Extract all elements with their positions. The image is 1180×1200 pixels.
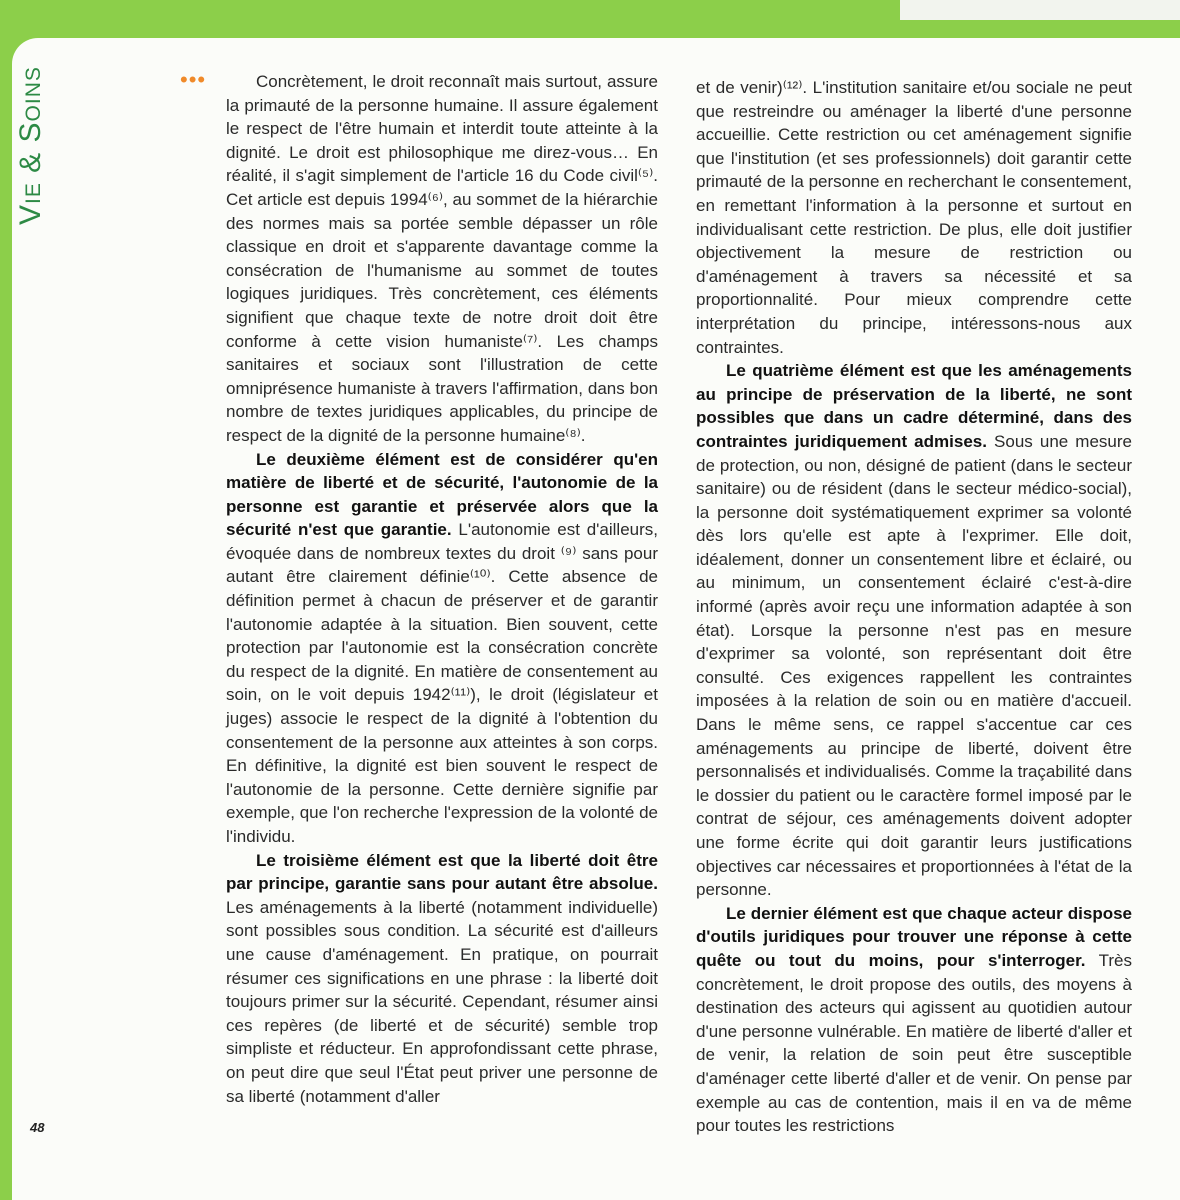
paragraph-3 <box>226 849 658 1109</box>
paragraph-1 <box>226 70 658 448</box>
right-text-column <box>696 76 1132 1138</box>
paragraph-6 <box>696 902 1132 1138</box>
paragraph-4 <box>696 76 1132 359</box>
paragraph-6-lead: Le dernier élément est que chaque acteur dispose d'outils juridiques pour trouver une réponse à cette quête ou tout du moins, pour s'interroger. <box>696 903 1132 970</box>
top-right-margin <box>900 0 1180 20</box>
paragraph-2-lead: Le deuxième élément est de considérer qu'en matière de liberté et de sécurité, l'autonomie de la personne est garantie et préservée alors que la sécurité n'est que garantie. <box>226 449 658 540</box>
paragraph-5-body: Sous une mesure de protection, ou non, désigné de patient (dans le secteur sanitaire) ou de résident (dans le secteur médico-social), la personne doit systématiquement exprimer sa volonté dès lors qu'elle est apte à l'exprimer. Elle doit, idéalement, donner un consentement libre et éclairé, ou au minimum, un consentement éclairé c'est-à-dire informé (après avoir reçu une information adaptée à son état). Lorsque la personne n'est pas en mesure d'exprimer sa volonté, son représentant doit être consulté. Ces exigences rappellent les contraintes imposées à la relation de soin ou en matière d'accueil. Dans le même sens, ce rappel s'accentue car ces aménagements au principe de liberté, doivent être personnalisés et individualisés. Comme la traçabilité dans le dossier du patient ou le caractère formel imposé par le contrat de séjour, ces aménagements doivent adopter une forme écrite qui doit garantir leurs justifications objectives car nécessaires et proportionnées à l'état de la personne. <box>696 431 1132 900</box>
section-side-title: Vie & Soins <box>14 66 47 225</box>
paragraph-5-lead: Le quatrième élément est que les aménagements au principe de préservation de la liberté, ne sont possibles que dans un cadre déterminé, dans des contraintes juridiquement admises. <box>696 361 1132 451</box>
paragraph-4-body: et de venir)⁽¹²⁾. L'institution sanitaire et/ou sociale ne peut que restreindre ou aménager la liberté d'une personne accueillie. Cette restriction ou cet aménagement signifie que l'institution (et ses professionnels) doit garantir cette primauté de la personne en recherchant le consentement, en remettant l'information à la personne et surtout en individualisant cette restriction. De plus, elle doit justifier objectivement la mesure de restriction ou d'aménagement à travers sa nécessité et sa proportionnalité. Pour mieux comprendre cette interprétation du principe, intéressons-nous aux contraintes. <box>696 78 1132 357</box>
orange-dots-ornament: ••• <box>180 67 207 92</box>
paragraph-6-body: Très concrètement, le droit propose des outils, des moyens à destination des acteurs qui agissent au quotidien autour d'une personne vulnérable. En matière de liberté d'aller et de venir, la relation de soin peut être susceptible d'aménager cette liberté d'aller et de venir. On pense par exemple au cas de contention, mais il en va de même pour toutes les restrictions <box>696 950 1132 1136</box>
paragraph-1-body: Concrètement, le droit reconnaît mais surtout, assure la primauté de la personne humaine. Il assure également le respect de l'être humain et interdit toute atteinte à la dignité. Le droit est philosophique me direz-vous… En réalité, il s'agit simplement de l'article 16 du Code civil⁽⁵⁾. Cet article est depuis 1994⁽⁶⁾, au sommet de la hiérarchie des normes mais sa portée semble dépasser un rôle classique en droit et s'apparente davantage comme la consécration de l'humanisme au sommet de toutes logiques juridiques. Très concrètement, ces éléments signifient que chaque texte de notre droit doit être conforme à cette vision humaniste⁽⁷⁾. Les champs sanitaires et sociaux sont l'illustration de cette omniprésence humaniste à travers l'affirmation, dans bon nombre de textes juridiques applicables, du principe de respect de la dignité de la personne humaine⁽⁸⁾. <box>226 72 658 445</box>
paragraph-5 <box>696 359 1132 902</box>
page-number: 48 <box>30 1120 45 1135</box>
paragraph-2 <box>226 448 658 849</box>
paragraph-3-body: Les aménagements à la liberté (notamment individuelle) sont possibles sous condition. La sécurité est d'ailleurs une cause d'aménagement. En pratique, on pourrait résumer ces significations en une phrase : la liberté doit toujours primer sur la sécurité. Cependant, résumer ainsi ces repères (de liberté et de sécurité) semble trop simpliste et réducteur. En approfondissant cette phrase, on peut dire que seul l'État peut priver une personne de sa liberté (notamment d'aller <box>226 897 658 1106</box>
left-text-column <box>226 70 658 1108</box>
paragraph-3-lead: Le troisième élément est que la liberté doit être par principe, garantie sans pour autant être absolue. <box>226 850 658 894</box>
paragraph-2-body: L'autonomie est d'ailleurs, évoquée dans de nombreux textes du droit ⁽⁹⁾ sans pour autant être clairement définie⁽¹⁰⁾. Cette absence de définition permet à chacun de préserver et de garantir l'autonomie adaptée à la situation. Bien souvent, cette protection par l'autonomie est la consécration concrète du respect de la dignité. En matière de consentement au soin, on le voit depuis 1942⁽¹¹⁾), le droit (législateur et juges) associe le respect de la dignité à l'obtention du consentement de la personne aux atteintes à son corps. En définitive, la dignité est bien souvent le respect de l'autonomie de la personne. Cette dernière signifie par exemple, que l'on recherche l'expression de la volonté de l'individu. <box>226 520 659 846</box>
